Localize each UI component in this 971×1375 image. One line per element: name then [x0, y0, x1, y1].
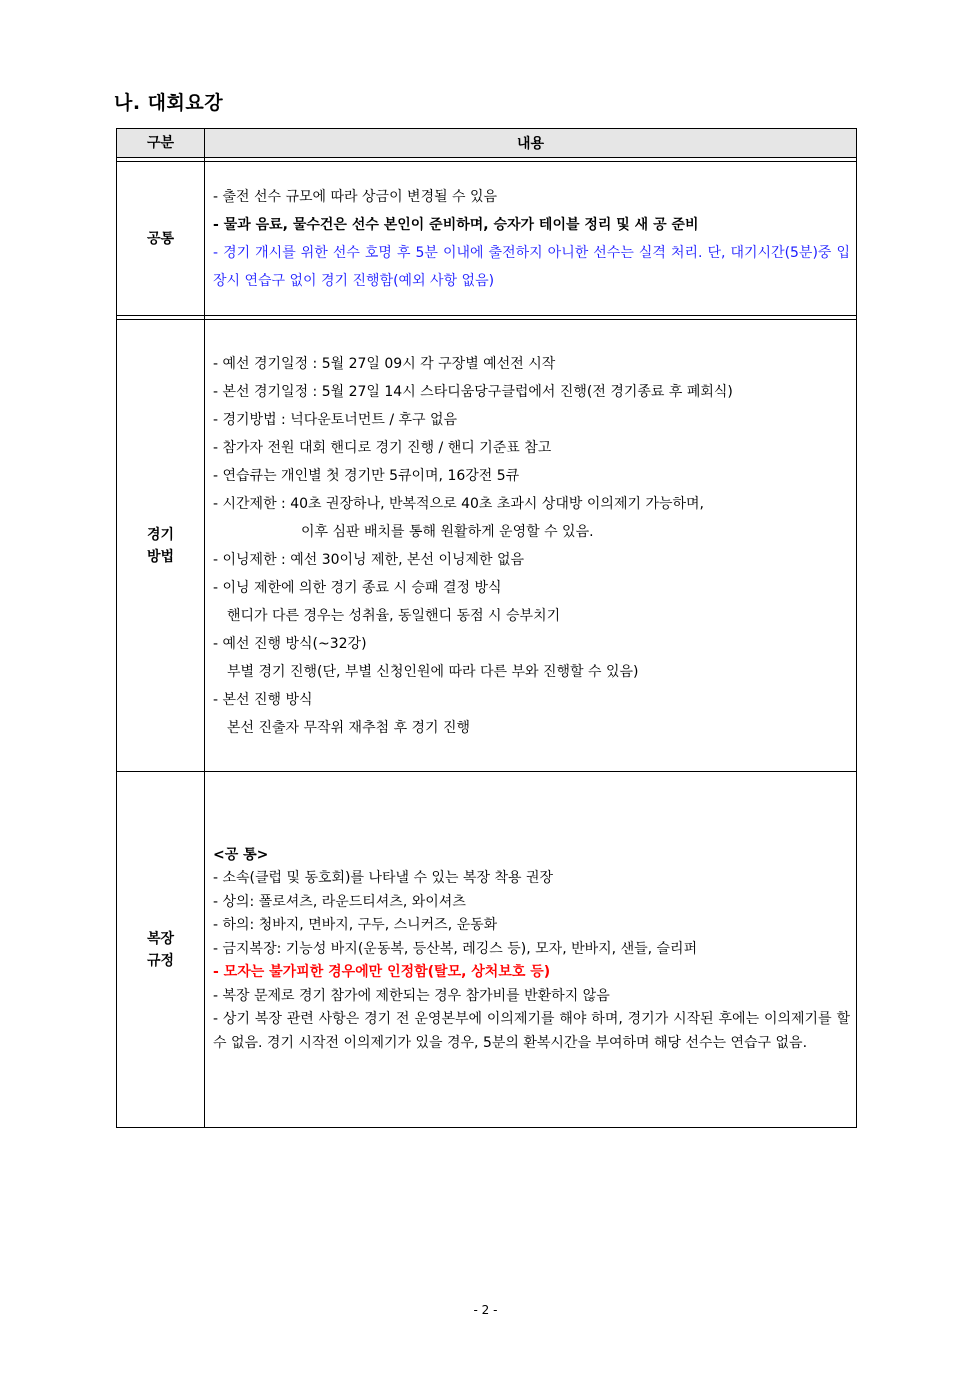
- dress-line-6: - 복장 문제로 경기 참가에 제한되는 경우 참가비를 반환하지 않음: [213, 987, 610, 1004]
- dress-line-5: - 모자는 불가피한 경우에만 인정함(탈모, 상처보호 등): [213, 964, 551, 981]
- category-dress-line-1: 복장: [146, 930, 175, 947]
- method-line-10: 핸디가 다른 경우는 성취율, 동일핸디 동점 시 승부치기: [227, 607, 561, 624]
- content-dress: [205, 772, 857, 1128]
- section-title: 나. 대회요강: [114, 92, 224, 114]
- table-row-common: [117, 162, 857, 316]
- common-line-2: - 물과 음료, 물수건은 선수 본인이 준비하며, 승자가 테이블 정리 및 새 공 준비: [213, 216, 699, 233]
- method-line-12: 부별 경기 진행(단, 부별 신청인원에 따라 다른 부와 진행할 수 있음): [227, 663, 639, 680]
- category-dress-line-2: 규정: [146, 952, 175, 969]
- content-method: [205, 320, 857, 772]
- category-method-line-2: 방법: [146, 548, 175, 565]
- common-line-3: - 경기 개시를 위한 선수 호명 후 5분 이내에 출전하지 아니한 선수는 실격 처리. 단, 대기시간(5분)중 입장시 연습구 없이 경기 진행함(예외 사항 없음): [213, 244, 850, 289]
- dress-line-1: - 소속(클럽 및 동호회)를 나타낼 수 있는 복장 착용 권장: [213, 870, 554, 887]
- method-line-11: - 예선 진행 방식(~32강): [213, 635, 367, 652]
- dress-line-4: - 금지복장: 기능성 바지(운동복, 등산복, 레깅스 등), 모자, 반바지, 샌들, 슬리퍼: [213, 940, 698, 957]
- method-line-4: - 참가자 전원 대회 핸디로 경기 진행 / 핸디 기준표 참고: [213, 439, 552, 456]
- common-line-1: - 출전 선수 규모에 따라 상금이 변경될 수 있음: [213, 188, 498, 205]
- content-common: [205, 162, 857, 316]
- table-row-dress: [117, 772, 857, 1128]
- dress-heading: <공 통>: [213, 846, 269, 863]
- header-content: 내용: [205, 129, 857, 158]
- category-common: 공통: [117, 162, 205, 316]
- method-line-13: - 본선 진행 방식: [213, 691, 313, 708]
- method-line-1: - 예선 경기일정 : 5월 27일 09시 각 구장별 예선전 시작: [213, 355, 556, 372]
- table-row-method: [117, 320, 857, 772]
- rules-table: [116, 128, 857, 1128]
- dress-line-2: - 상의: 폴로셔츠, 라운드티셔츠, 와이셔츠: [213, 893, 466, 910]
- page-number: - 2 -: [473, 1303, 498, 1317]
- method-line-7: 이후 심판 배치를 통해 원활하게 운영할 수 있음.: [301, 523, 594, 540]
- method-line-14: 본선 진출자 무작위 재추첨 후 경기 진행: [227, 719, 471, 736]
- table-header-row: [117, 129, 857, 158]
- method-line-8: - 이닝제한 : 예선 30이닝 제한, 본선 이닝제한 없음: [213, 551, 525, 568]
- header-category: 구분: [117, 129, 205, 158]
- method-line-2: - 본선 경기일정 : 5월 27일 14시 스타디움당구클럽에서 진행(전 경기종료 후 폐회식): [213, 383, 733, 400]
- category-method-line-1: 경기: [146, 526, 175, 543]
- method-line-6: - 시간제한 : 40초 권장하나, 반복적으로 40초 초과시 상대방 이의제기 가능하며,: [213, 495, 704, 512]
- method-line-3: - 경기방법 : 넉다운토너먼트 / 후구 없음: [213, 411, 458, 428]
- category-method: [117, 320, 205, 772]
- dress-line-3: - 하의: 청바지, 면바지, 구두, 스니커즈, 운동화: [213, 917, 498, 934]
- category-dress: [117, 772, 205, 1128]
- method-line-5: - 연습큐는 개인별 첫 경기만 5큐이며, 16강전 5큐: [213, 467, 520, 484]
- method-line-9: - 이닝 제한에 의한 경기 종료 시 승패 결정 방식: [213, 579, 502, 596]
- dress-line-7: - 상기 복장 관련 사항은 경기 전 운영본부에 이의제기를 해야 하며, 경기가 시작된 후에는 이의제기를 할 수 없음. 경기 시작전 이의제기가 있을 경우, 5분의 환복시간을 부여하며 해당 선수는 연습구 없음.: [213, 1011, 850, 1051]
